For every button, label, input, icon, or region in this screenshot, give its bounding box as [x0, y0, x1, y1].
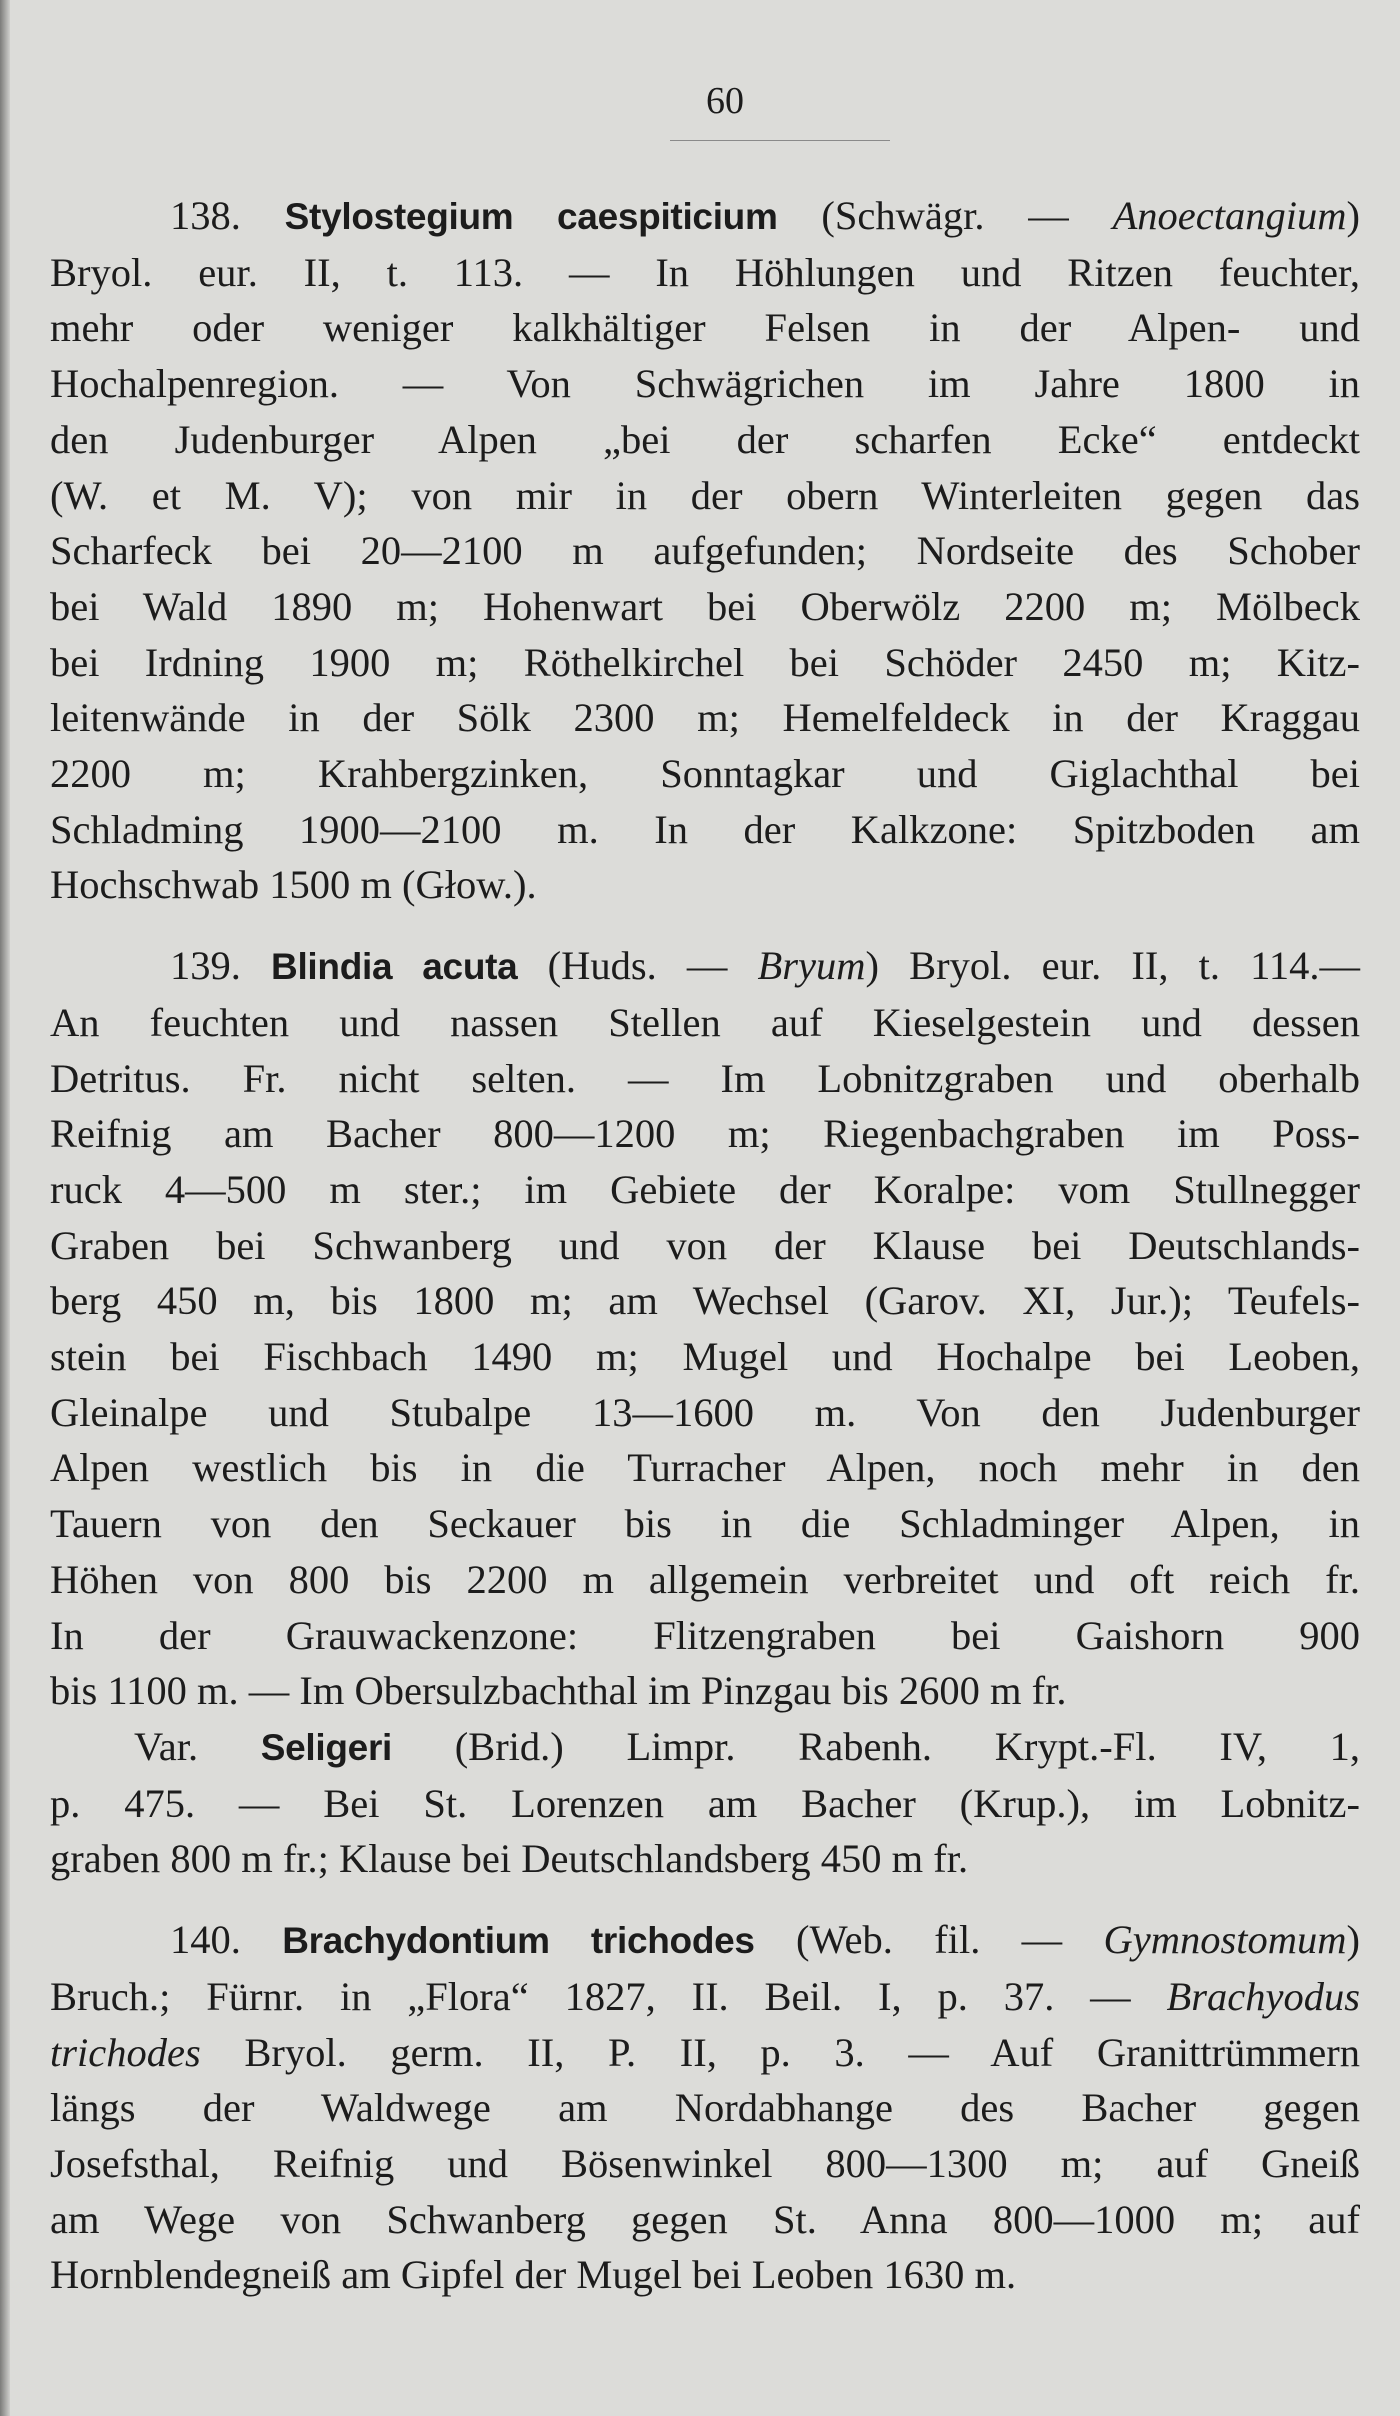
text-line: Bryol. eur. II, t. 113. — In Höhlungen und Ritzen feuchter, — [50, 249, 1360, 295]
text-line: (W. et M. V); von mir in der obern Winterleiten gegen das — [50, 472, 1360, 518]
page-text — [50, 188, 1360, 2303]
species-name: Brachydontium trichodes — [282, 1920, 755, 1962]
text-line — [50, 1969, 1360, 2025]
text-line — [50, 2025, 1360, 2081]
text-line: Alpen westlich bis in die Turracher Alpen, noch mehr in den — [50, 1445, 1360, 1491]
species-entry-138 — [50, 188, 1360, 913]
text-line: bei Wald 1890 m; Hohenwart bei Oberwölz 2200 m; Mölbeck — [50, 583, 1360, 629]
text-line: Josefsthal, Reifnig und Bösenwinkel 800—1300 m; auf Gneiß — [50, 2140, 1360, 2186]
entry-heading — [50, 1912, 1360, 1969]
synonym-epithet: trichodes — [50, 2029, 201, 2075]
species-name: Stylostegium caespiticium — [284, 196, 778, 237]
text-line: Höhen von 800 bis 2200 m allgemein verbreitet und oft reich fr. — [50, 1556, 1360, 1602]
text-line: Detritus. Fr. nicht selten. — Im Lobnitzgraben und oberhalb — [50, 1055, 1360, 1101]
text-line: mehr oder weniger kalkhältiger Felsen in der Alpen- und — [50, 305, 1360, 351]
book-page — [50, 0, 1360, 2416]
text-line: bei Irdning 1900 m; Röthelkirchel bei Schöder 2450 m; Kitz- — [50, 639, 1360, 685]
species-name: Blindia acuta — [271, 946, 518, 988]
reference-text: Bruch.; Fürnr. in „Flora“ 1827, II. Beil. I, p. 37. — — [50, 1973, 1167, 2019]
text-line: stein bei Fischbach 1490 m; Mugel und Hochalpe bei Leoben, — [50, 1334, 1360, 1380]
text-line: Scharfeck bei 20—2100 m aufgefunden; Nordseite des Schober — [50, 528, 1360, 574]
text-line: leitenwände in der Sölk 2300 m; Hemelfeldeck in der Kraggau — [50, 695, 1360, 741]
variety-name: Seligeri — [260, 1726, 393, 1768]
text-line: 2200 m; Krahbergzinken, Sonntagkar und Giglachthal bei — [50, 751, 1360, 797]
text-line: p. 475. — Bei St. Lorenzen am Bacher (Krup.), im Lobnitz- — [50, 1780, 1360, 1826]
synonym-genus: Gymnostomum — [1103, 1917, 1347, 1963]
text-line: ruck 4—500 m ster.; im Gebiete der Koralpe: vom Stullnegger — [50, 1166, 1360, 1212]
text-line: Graben bei Schwanberg und von der Klause bei Deutschlands- — [50, 1222, 1360, 1268]
text-line: den Judenburger Alpen „bei der scharfen Ecke“ entdeckt — [50, 416, 1360, 462]
text-line: Tauern von den Seckauer bis in die Schladminger Alpen, in — [50, 1501, 1360, 1547]
entry-number: 138. — [170, 193, 241, 238]
entry-heading — [50, 188, 1360, 245]
text-line: Hochschwab 1500 m (Głow.). — [50, 862, 537, 908]
heading-close: ) — [1346, 1917, 1361, 1963]
variety-prefix: Var. — [134, 1723, 261, 1769]
text-line: Hochalpenregion. — Von Schwägrichen im Jahre 1800 in — [50, 361, 1360, 407]
text-line: In der Grauwackenzone: Flitzengraben bei Gaishorn 900 — [50, 1612, 1360, 1658]
header-rule — [670, 140, 890, 141]
page-number: 60 — [706, 80, 744, 122]
text-line: berg 450 m, bis 1800 m; am Wechsel (Garov. XI, Jur.); Teufels- — [50, 1278, 1360, 1324]
species-entry-139 — [50, 938, 1360, 1887]
variety-heading — [50, 1719, 1360, 1776]
text-line: bis 1100 m. — Im Obersulzbachthal im Pinzgau bis 2600 m fr. — [50, 1668, 1067, 1714]
text-line: am Wege von Schwanberg gegen St. Anna 800—1000 m; auf — [50, 2196, 1360, 2242]
heading-text: (Huds. — — [517, 943, 758, 989]
text-line: Hornblendegneiß am Gipfel der Mugel bei Leoben 1630 m. — [50, 2252, 1017, 2298]
entry-heading — [50, 938, 1360, 995]
heading-close: ) — [1346, 193, 1361, 238]
species-entry-140 — [50, 1912, 1360, 2303]
reference-text: Bryol. germ. II, P. II, p. 3. — Auf Granittrümmern — [200, 2029, 1360, 2075]
entry-number: 140. — [170, 1917, 241, 1963]
text-line: graben 800 m fr.; Klause bei Deutschlandsberg 450 m fr. — [50, 1836, 969, 1882]
synonym-genus: Brachyodus — [1166, 1973, 1360, 2019]
text-line: Gleinalpe und Stubalpe 13—1600 m. Von den Judenburger — [50, 1389, 1360, 1435]
text-line: An feuchten und nassen Stellen auf Kieselgestein und dessen — [50, 999, 1360, 1045]
scan-edge — [0, 0, 10, 2416]
text-line: Schladming 1900—2100 m. In der Kalkzone: Spitzboden am — [50, 806, 1360, 852]
text-line: Reifnig am Bacher 800—1200 m; Riegenbachgraben im Poss- — [50, 1111, 1360, 1157]
synonym-genus: Bryum — [757, 943, 866, 989]
text-line: längs der Waldwege am Nordabhange des Bacher gegen — [50, 2085, 1360, 2131]
synonym-genus: Anoectangium — [1112, 193, 1347, 238]
heading-text: (Schwägr. — — [777, 193, 1113, 238]
heading-close: ) Bryol. eur. II, t. 114.— — [865, 943, 1361, 989]
entry-number: 139. — [170, 943, 241, 989]
variety-heading-text: (Brid.) Limpr. Rabenh. Krypt.-Fl. IV, 1, — [392, 1723, 1360, 1769]
heading-text: (Web. fil. — — [754, 1917, 1104, 1963]
